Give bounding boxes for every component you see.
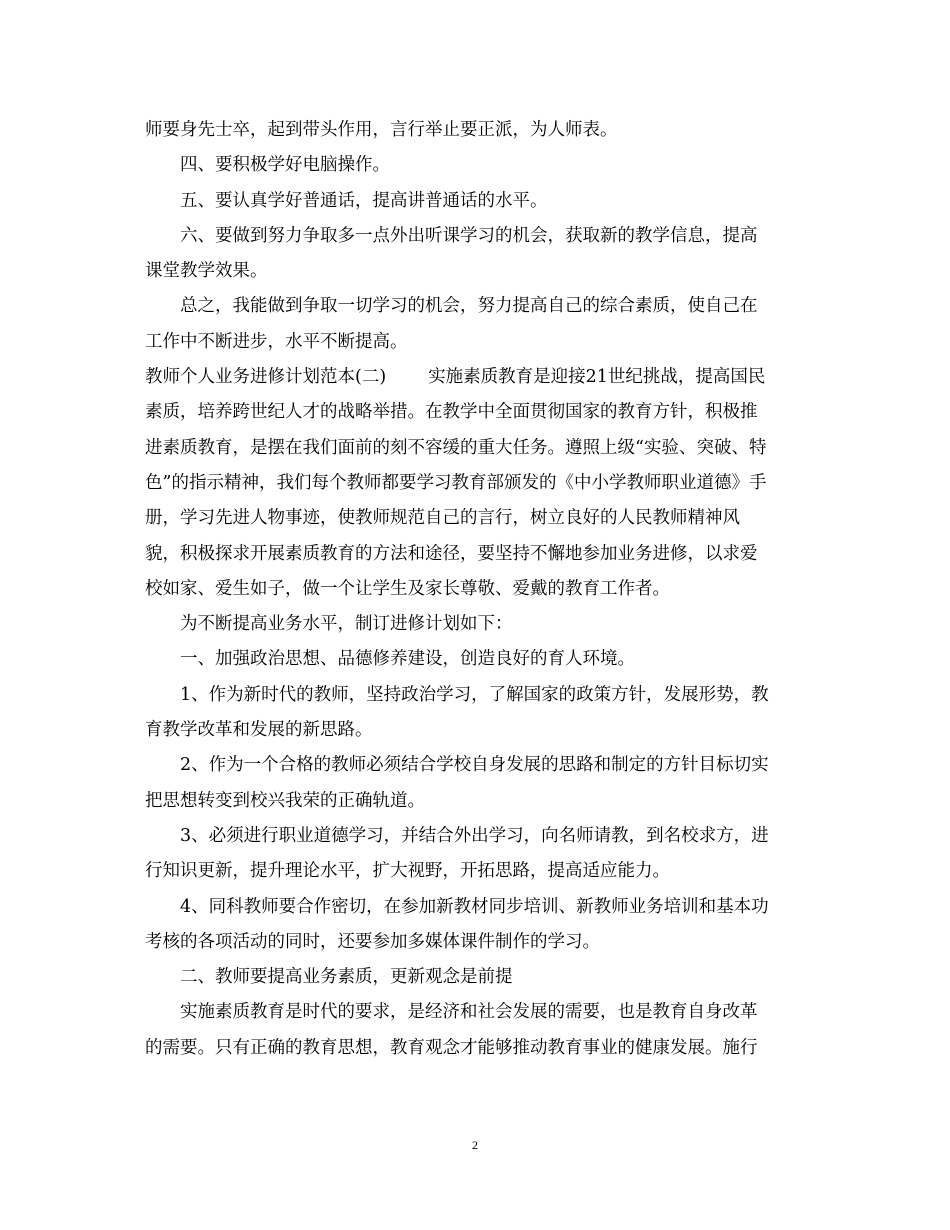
paragraph-line: 总之，我能做到争取一切学习的机会，努力提高自己的综合素质，使自己在: [180, 296, 758, 317]
paragraph-line: 六、要做到努力争取多一点外出听课学习的机会，获取新的教学信息，提高: [180, 225, 758, 246]
page-number: 2: [472, 1138, 478, 1152]
paragraph-line: 1、作为新时代的教师，坚持政治学习，了解国家的政策方针，发展形势，教: [180, 684, 769, 705]
paragraph-line: 进素质教育，是摆在我们面前的刻不容缓的重大任务。遵照上级“实验、突破、特: [145, 437, 767, 458]
paragraph-line: 的需要。只有正确的教育思想，教育观念才能够推动教育事业的健康发展。施行: [145, 1037, 758, 1058]
paragraph-line: 育教学改革和发展的新思路。: [145, 720, 373, 741]
paragraph-line: 二、教师要提高业务素质，更新观念是前提: [180, 967, 513, 988]
paragraph-line: 册，学习先进人物事迹，使教师规范自己的言行，树立良好的人民教师精神风: [145, 508, 740, 529]
paragraph-line: 色”的指示精神，我们每个教师都要学习教育部颁发的《中小学教师职业道德》手: [145, 472, 767, 493]
document-body: [145, 113, 805, 1066]
section-title-continuation: 实施素质教育是迎接21世纪挑战，提高国民: [428, 367, 766, 388]
paragraph-line: 校如家、爱生如子，做一个让学生及家长尊敬、爱戴的教育工作者。: [145, 578, 670, 599]
paragraph-line: 素质，培养跨世纪人才的战略举措。在教学中全面贯彻国家的教育方针，积极推: [145, 402, 758, 423]
paragraph-line: 四、要积极学好电脑操作。: [180, 155, 390, 176]
paragraph-line: 把思想转变到校兴我荣的正确轨道。: [145, 790, 425, 811]
paragraph-line: 课堂教学效果。: [145, 261, 268, 282]
paragraph-line: 工作中不断进步，水平不断提高。: [145, 331, 408, 352]
paragraph-line: 3、必须进行职业道德学习，并结合外出学习，向名师请教，到名校求方，进: [180, 825, 769, 846]
paragraph-line: 考核的各项活动的同时，还要参加多媒体课件制作的学习。: [145, 931, 600, 952]
paragraph-line: 行知识更新，提升理论水平，扩大视野，开拓思路，提高适应能力。: [145, 861, 670, 882]
paragraph-line: 2、作为一个合格的教师必须结合学校自身发展的思路和制定的方针目标切实: [180, 755, 769, 776]
paragraph-line: 实施素质教育是时代的要求，是经济和社会发展的需要，也是教育自身改革: [180, 1002, 758, 1023]
section-heading-line: [145, 360, 805, 395]
section-title: 教师个人业务进修计划范本(二): [145, 367, 387, 388]
paragraph-line: 师要身先士卒，起到带头作用，言行举止要正派，为人师表。: [145, 120, 618, 140]
paragraph-line: 貌，积极探求开展素质教育的方法和途径，要坚持不懈地参加业务进修，以求爱: [145, 543, 758, 564]
paragraph-line: 4、同科教师要合作密切，在参加新教材同步培训、新教师业务培训和基本功: [180, 896, 769, 917]
paragraph-line: 为不断提高业务水平，制订进修计划如下：: [180, 614, 513, 635]
paragraph-line: 一、加强政治思想、品德修养建设，创造良好的育人环境。: [180, 649, 635, 670]
paragraph-line: 五、要认真学好普通话，提高讲普通话的水平。: [180, 190, 548, 211]
